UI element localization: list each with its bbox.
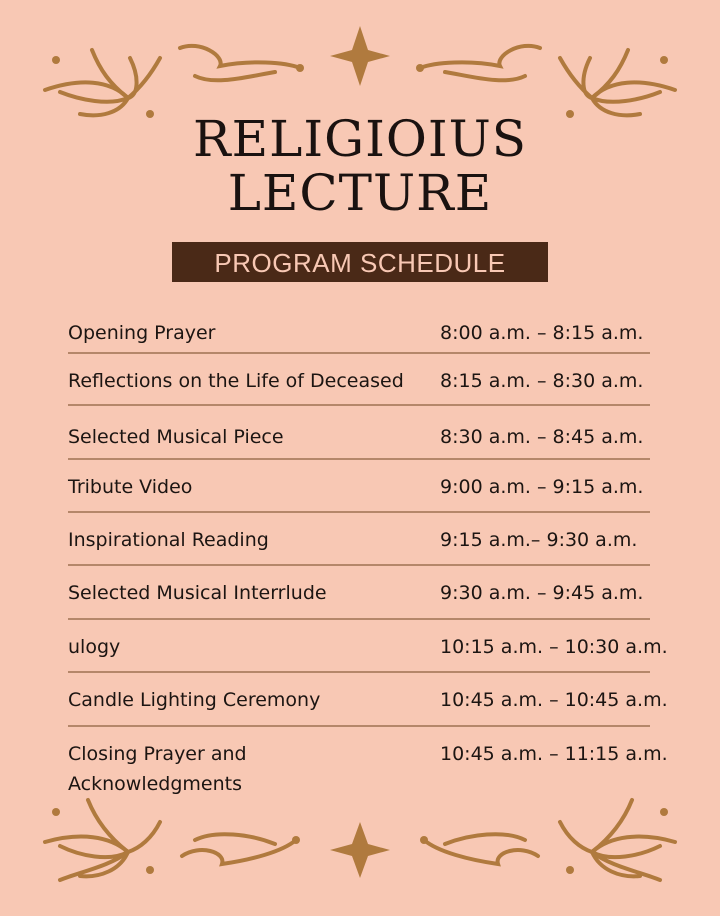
- bottom-ornament: [0, 792, 720, 902]
- event-name: Closing Prayer and Acknowledgments: [68, 743, 247, 795]
- event-name: Candle Lighting Ceremony: [68, 689, 321, 711]
- event-time: 10:45 a.m. – 10:45 a.m.: [440, 689, 668, 711]
- event-time: 8:00 a.m. – 8:15 a.m.: [440, 322, 644, 344]
- event-name: ulogy: [68, 636, 121, 658]
- title-line-1: RELIGIOIUS: [193, 110, 527, 168]
- title-line-2: LECTURE: [227, 164, 493, 222]
- event-name: Selected Musical Interrlude: [68, 582, 327, 604]
- event-time: 10:45 a.m. – 11:15 a.m.: [440, 743, 668, 765]
- event-time: 9:00 a.m. – 9:15 a.m.: [440, 476, 644, 498]
- program-schedule-banner: PROGRAM SCHEDULE: [172, 242, 548, 282]
- schedule-row: [68, 620, 668, 673]
- event-time: 8:15 a.m. – 8:30 a.m.: [440, 370, 644, 392]
- schedule-row: [68, 306, 650, 354]
- event-time: 10:15 a.m. – 10:30 a.m.: [440, 636, 668, 658]
- event-time: 8:30 a.m. – 8:45 a.m.: [440, 426, 644, 448]
- schedule-row: [68, 673, 668, 727]
- event-name: Reflections on the Life of Deceased: [68, 370, 404, 392]
- schedule-row: [68, 354, 650, 406]
- event-name: Opening Prayer: [68, 322, 216, 344]
- schedule-row: [68, 406, 650, 460]
- event-time: 9:30 a.m. – 9:45 a.m.: [440, 582, 644, 604]
- schedule-row: [68, 460, 650, 513]
- event-name: Tribute Video: [68, 476, 193, 498]
- event-time: 9:15 a.m.– 9:30 a.m.: [440, 529, 638, 551]
- event-name: Inspirational Reading: [68, 529, 269, 551]
- schedule-row: [68, 566, 650, 620]
- schedule-list: [68, 306, 668, 807]
- event-name: Selected Musical Piece: [68, 426, 284, 448]
- schedule-row: [68, 513, 650, 566]
- page-title: [0, 112, 720, 220]
